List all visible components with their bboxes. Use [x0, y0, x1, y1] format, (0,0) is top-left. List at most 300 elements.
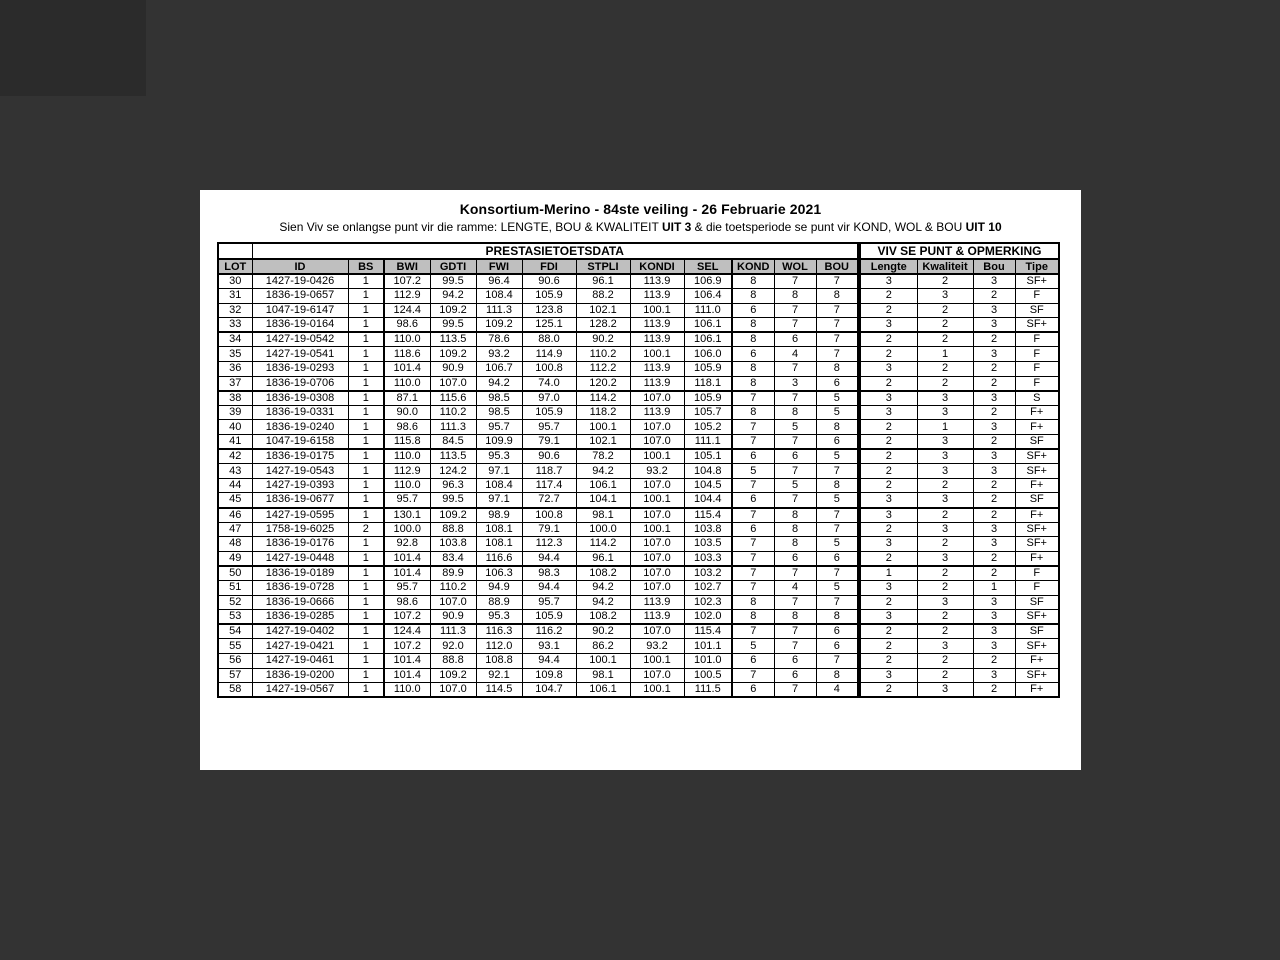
cell-gdti: 99.5	[430, 274, 476, 289]
cell-kwaliteit: 3	[917, 405, 973, 420]
table-row-lot-56	[218, 653, 1059, 668]
table-row-lot-32	[218, 303, 1059, 318]
cell-stpli: 98.1	[576, 508, 630, 523]
cell-gdti: 99.5	[430, 318, 476, 333]
cell-stpli: 94.2	[576, 580, 630, 595]
cell-bou: 7	[816, 332, 859, 347]
table-row-lot-51	[218, 580, 1059, 595]
column-header-lengte: Lengte	[859, 259, 917, 274]
cell-kond: 7	[732, 566, 774, 581]
cell-lengte: 2	[859, 420, 917, 435]
cell-lot: 31	[218, 289, 252, 304]
cell-bou: 3	[973, 668, 1015, 683]
cell-lengte: 3	[859, 274, 917, 289]
cell-bou: 7	[816, 508, 859, 523]
cell-kond: 6	[732, 303, 774, 318]
cell-fdi: 94.4	[522, 653, 576, 668]
cell-wol: 7	[774, 303, 816, 318]
corner-empty-cell	[218, 243, 252, 259]
cell-sel: 105.9	[684, 391, 732, 406]
cell-gdti: 90.9	[430, 362, 476, 377]
cell-stpli: 100.1	[576, 420, 630, 435]
cell-wol: 4	[774, 347, 816, 362]
cell-fwi: 78.6	[476, 332, 522, 347]
cell-gdti: 113.5	[430, 449, 476, 464]
cell-bwi: 92.8	[384, 537, 430, 552]
cell-bou: 6	[816, 624, 859, 639]
cell-kondi: 107.0	[630, 668, 684, 683]
page-subtitle	[200, 220, 1081, 235]
cell-gdti: 90.9	[430, 610, 476, 625]
cell-fdi: 118.7	[522, 464, 576, 479]
cell-fwi: 108.4	[476, 289, 522, 304]
auction-performance-table	[217, 242, 1060, 698]
cell-lengte: 3	[859, 508, 917, 523]
cell-tipe: F	[1015, 347, 1059, 362]
cell-kondi: 113.9	[630, 274, 684, 289]
table-row-lot-40	[218, 420, 1059, 435]
cell-bs: 1	[348, 610, 384, 625]
cell-kondi: 113.9	[630, 376, 684, 391]
cell-bou: 1	[973, 580, 1015, 595]
cell-lot: 48	[218, 537, 252, 552]
cell-id: 1836-19-0189	[252, 566, 348, 581]
cell-gdti: 107.0	[430, 595, 476, 610]
cell-bwi: 112.9	[384, 289, 430, 304]
cell-bou: 7	[816, 318, 859, 333]
cell-sel: 111.5	[684, 683, 732, 698]
cell-kondi: 107.0	[630, 420, 684, 435]
cell-wol: 6	[774, 551, 816, 566]
cell-stpli: 102.1	[576, 435, 630, 450]
cell-sel: 106.9	[684, 274, 732, 289]
cell-kondi: 113.9	[630, 332, 684, 347]
cell-id: 1836-19-0293	[252, 362, 348, 377]
cell-stpli: 118.2	[576, 405, 630, 420]
cell-id: 1836-19-0728	[252, 580, 348, 595]
cell-gdti: 110.2	[430, 405, 476, 420]
cell-stpli: 96.1	[576, 274, 630, 289]
cell-id: 1427-19-0542	[252, 332, 348, 347]
cell-lengte: 2	[859, 624, 917, 639]
cell-lot: 44	[218, 478, 252, 493]
cell-stpli: 86.2	[576, 639, 630, 654]
table-row-lot-30	[218, 274, 1059, 289]
cell-kwaliteit: 3	[917, 435, 973, 450]
table-row-lot-36	[218, 362, 1059, 377]
cell-bou: 2	[973, 289, 1015, 304]
cell-fwi: 108.8	[476, 653, 522, 668]
cell-fdi: 95.7	[522, 420, 576, 435]
cell-lot: 50	[218, 566, 252, 581]
cell-id: 1836-19-0240	[252, 420, 348, 435]
cell-stpli: 106.1	[576, 683, 630, 698]
cell-wol: 6	[774, 668, 816, 683]
table-row-lot-58	[218, 683, 1059, 698]
cell-stpli: 120.2	[576, 376, 630, 391]
cell-stpli: 88.2	[576, 289, 630, 304]
cell-bou: 7	[816, 653, 859, 668]
cell-lengte: 1	[859, 566, 917, 581]
cell-gdti: 115.6	[430, 391, 476, 406]
table-row-lot-43	[218, 464, 1059, 479]
cell-bwi: 101.4	[384, 668, 430, 683]
cell-tipe: F+	[1015, 405, 1059, 420]
cell-lengte: 2	[859, 639, 917, 654]
cell-lot: 45	[218, 493, 252, 508]
cell-kwaliteit: 3	[917, 522, 973, 537]
cell-kondi: 107.0	[630, 391, 684, 406]
cell-bwi: 101.4	[384, 362, 430, 377]
cell-bou: 3	[973, 595, 1015, 610]
cell-bou: 2	[973, 508, 1015, 523]
cell-stpli: 112.2	[576, 362, 630, 377]
page-title: Konsortium-Merino - 84ste veiling - 26 Februarie 2021	[459, 201, 822, 217]
cell-bou: 3	[973, 464, 1015, 479]
cell-kond: 6	[732, 522, 774, 537]
cell-lot: 30	[218, 274, 252, 289]
cell-stpli: 110.2	[576, 347, 630, 362]
cell-bou: 6	[816, 435, 859, 450]
cell-lot: 54	[218, 624, 252, 639]
cell-lengte: 3	[859, 610, 917, 625]
cell-lot: 37	[218, 376, 252, 391]
cell-kwaliteit: 3	[917, 551, 973, 566]
cell-bs: 1	[348, 435, 384, 450]
cell-sel: 102.3	[684, 595, 732, 610]
cell-kond: 7	[732, 391, 774, 406]
cell-fdi: 100.8	[522, 508, 576, 523]
cell-sel: 106.1	[684, 318, 732, 333]
subtitle-bold-uit10: UIT 10	[965, 220, 1002, 234]
cell-bs: 1	[348, 537, 384, 552]
table-row-lot-34	[218, 332, 1059, 347]
column-header-wol: WOL	[774, 259, 816, 274]
cell-kondi: 100.1	[630, 522, 684, 537]
cell-bou: 5	[816, 537, 859, 552]
cell-bwi: 110.0	[384, 449, 430, 464]
cell-sel: 101.1	[684, 639, 732, 654]
cell-kwaliteit: 1	[917, 347, 973, 362]
cell-gdti: 84.5	[430, 435, 476, 450]
cell-bs: 1	[348, 289, 384, 304]
cell-id: 1836-19-0285	[252, 610, 348, 625]
cell-kwaliteit: 2	[917, 303, 973, 318]
table-row-lot-31	[218, 289, 1059, 304]
cell-fdi: 114.9	[522, 347, 576, 362]
cell-fwi: 96.4	[476, 274, 522, 289]
cell-kond: 7	[732, 580, 774, 595]
table-row-lot-38	[218, 391, 1059, 406]
cell-id: 1427-19-0402	[252, 624, 348, 639]
cell-kondi: 100.1	[630, 493, 684, 508]
cell-fdi: 125.1	[522, 318, 576, 333]
cell-sel: 104.4	[684, 493, 732, 508]
cell-fdi: 105.9	[522, 289, 576, 304]
cell-gdti: 111.3	[430, 420, 476, 435]
table-row-lot-45	[218, 493, 1059, 508]
cell-fdi: 90.6	[522, 449, 576, 464]
cell-bou: 2	[973, 653, 1015, 668]
cell-stpli: 108.2	[576, 610, 630, 625]
cell-bs: 1	[348, 391, 384, 406]
cell-bou: 2	[973, 566, 1015, 581]
cell-id: 1836-19-0200	[252, 668, 348, 683]
cell-wol: 8	[774, 289, 816, 304]
cell-lengte: 2	[859, 551, 917, 566]
cell-fwi: 108.4	[476, 478, 522, 493]
cell-bou: 5	[816, 493, 859, 508]
cell-bou: 5	[816, 391, 859, 406]
cell-bwi: 107.2	[384, 639, 430, 654]
cell-kondi: 113.9	[630, 405, 684, 420]
cell-gdti: 109.2	[430, 668, 476, 683]
cell-gdti: 88.8	[430, 653, 476, 668]
cell-bwi: 101.4	[384, 566, 430, 581]
cell-lengte: 3	[859, 318, 917, 333]
cell-kond: 6	[732, 347, 774, 362]
cell-kondi: 107.0	[630, 624, 684, 639]
cell-kondi: 107.0	[630, 478, 684, 493]
cell-wol: 7	[774, 464, 816, 479]
cell-lengte: 2	[859, 464, 917, 479]
cell-bs: 1	[348, 420, 384, 435]
cell-wol: 7	[774, 493, 816, 508]
cell-wol: 7	[774, 362, 816, 377]
cell-stpli: 114.2	[576, 391, 630, 406]
cell-lengte: 3	[859, 493, 917, 508]
cell-gdti: 99.5	[430, 493, 476, 508]
cell-tipe: F+	[1015, 508, 1059, 523]
cell-bwi: 130.1	[384, 508, 430, 523]
cell-sel: 104.5	[684, 478, 732, 493]
cell-lengte: 2	[859, 522, 917, 537]
cell-bs: 1	[348, 478, 384, 493]
cell-kondi: 100.1	[630, 653, 684, 668]
cell-lot: 32	[218, 303, 252, 318]
cell-wol: 8	[774, 405, 816, 420]
column-header-row	[218, 259, 1059, 274]
cell-bou: 2	[973, 683, 1015, 698]
cell-kondi: 107.0	[630, 508, 684, 523]
cell-wol: 8	[774, 610, 816, 625]
cell-bs: 1	[348, 566, 384, 581]
cell-wol: 7	[774, 595, 816, 610]
cell-gdti: 94.2	[430, 289, 476, 304]
cell-fwi: 98.5	[476, 391, 522, 406]
cell-bou: 3	[973, 274, 1015, 289]
cell-gdti: 110.2	[430, 580, 476, 595]
cell-sel: 111.0	[684, 303, 732, 318]
cell-bs: 1	[348, 347, 384, 362]
cell-wol: 7	[774, 391, 816, 406]
cell-stpli: 100.1	[576, 653, 630, 668]
cell-fdi: 105.9	[522, 405, 576, 420]
cell-id: 1427-19-0541	[252, 347, 348, 362]
cell-fwi: 106.7	[476, 362, 522, 377]
cell-wol: 4	[774, 580, 816, 595]
cell-id: 1758-19-6025	[252, 522, 348, 537]
cell-kond: 5	[732, 639, 774, 654]
cell-lot: 40	[218, 420, 252, 435]
cell-bou: 3	[973, 639, 1015, 654]
cell-bou: 7	[816, 303, 859, 318]
cell-stpli: 90.2	[576, 332, 630, 347]
cell-bwi: 110.0	[384, 376, 430, 391]
cell-bs: 1	[348, 303, 384, 318]
cell-tipe: SF	[1015, 493, 1059, 508]
cell-tipe: SF+	[1015, 639, 1059, 654]
cell-stpli: 78.2	[576, 449, 630, 464]
cell-bwi: 110.0	[384, 683, 430, 698]
column-header-kond: KOND	[732, 259, 774, 274]
cell-gdti: 124.2	[430, 464, 476, 479]
cell-fwi: 88.9	[476, 595, 522, 610]
cell-bwi: 115.8	[384, 435, 430, 450]
cell-kondi: 100.1	[630, 303, 684, 318]
cell-fdi: 95.7	[522, 595, 576, 610]
cell-bou: 6	[816, 376, 859, 391]
cell-sel: 103.3	[684, 551, 732, 566]
cell-bou: 7	[816, 464, 859, 479]
cell-tipe: F+	[1015, 683, 1059, 698]
cell-lengte: 2	[859, 595, 917, 610]
cell-kond: 5	[732, 464, 774, 479]
cell-bs: 1	[348, 624, 384, 639]
cell-gdti: 111.3	[430, 624, 476, 639]
cell-bou: 8	[816, 610, 859, 625]
cell-kond: 7	[732, 420, 774, 435]
cell-tipe: F+	[1015, 478, 1059, 493]
cell-id: 1836-19-0308	[252, 391, 348, 406]
cell-fwi: 108.1	[476, 537, 522, 552]
cell-kwaliteit: 2	[917, 610, 973, 625]
cell-tipe: SF+	[1015, 537, 1059, 552]
cell-sel: 106.1	[684, 332, 732, 347]
cell-bou: 2	[973, 478, 1015, 493]
cell-bwi: 118.6	[384, 347, 430, 362]
cell-sel: 105.9	[684, 362, 732, 377]
table-row-lot-42	[218, 449, 1059, 464]
cell-kond: 6	[732, 449, 774, 464]
cell-wol: 5	[774, 420, 816, 435]
cell-sel: 100.5	[684, 668, 732, 683]
cell-tipe: SF+	[1015, 610, 1059, 625]
cell-stpli: 104.1	[576, 493, 630, 508]
cell-tipe: SF	[1015, 595, 1059, 610]
column-header-bou: Bou	[973, 259, 1015, 274]
cell-wol: 8	[774, 522, 816, 537]
cell-kondi: 107.0	[630, 551, 684, 566]
table-row-lot-41	[218, 435, 1059, 450]
column-header-bs: BS	[348, 259, 384, 274]
cell-bou: 8	[816, 478, 859, 493]
cell-lot: 35	[218, 347, 252, 362]
cell-fwi: 116.6	[476, 551, 522, 566]
cell-lot: 57	[218, 668, 252, 683]
cell-bou: 2	[973, 362, 1015, 377]
cell-kond: 7	[732, 435, 774, 450]
cell-wol: 7	[774, 639, 816, 654]
cell-id: 1047-19-6147	[252, 303, 348, 318]
cell-kond: 6	[732, 683, 774, 698]
cell-id: 1427-19-0543	[252, 464, 348, 479]
cell-bou: 3	[973, 610, 1015, 625]
cell-lot: 46	[218, 508, 252, 523]
column-header-kwaliteit: Kwaliteit	[917, 259, 973, 274]
cell-tipe: SF	[1015, 624, 1059, 639]
cell-stpli: 94.2	[576, 595, 630, 610]
cell-fwi: 95.3	[476, 449, 522, 464]
cell-bs: 1	[348, 683, 384, 698]
cell-kond: 7	[732, 668, 774, 683]
cell-sel: 103.8	[684, 522, 732, 537]
cell-lot: 56	[218, 653, 252, 668]
cell-fdi: 123.8	[522, 303, 576, 318]
cell-bou: 8	[816, 420, 859, 435]
cell-bs: 1	[348, 362, 384, 377]
cell-tipe: SF+	[1015, 522, 1059, 537]
cell-tipe: F	[1015, 332, 1059, 347]
cell-gdti: 92.0	[430, 639, 476, 654]
cell-stpli: 96.1	[576, 551, 630, 566]
cell-wol: 6	[774, 653, 816, 668]
cell-wol: 6	[774, 332, 816, 347]
cell-bou: 2	[973, 493, 1015, 508]
cell-wol: 7	[774, 624, 816, 639]
cell-kwaliteit: 3	[917, 464, 973, 479]
cell-wol: 8	[774, 508, 816, 523]
cell-stpli: 102.1	[576, 303, 630, 318]
cell-bou: 3	[973, 522, 1015, 537]
cell-tipe: F	[1015, 566, 1059, 581]
cell-kwaliteit: 2	[917, 508, 973, 523]
cell-bwi: 124.4	[384, 303, 430, 318]
cell-fdi: 79.1	[522, 522, 576, 537]
cell-bwi: 87.1	[384, 391, 430, 406]
cell-wol: 7	[774, 435, 816, 450]
cell-bou: 2	[973, 405, 1015, 420]
cell-kond: 8	[732, 289, 774, 304]
table-row-lot-50	[218, 566, 1059, 581]
cell-fwi: 97.1	[476, 464, 522, 479]
cell-bou: 3	[973, 420, 1015, 435]
table-row-lot-33	[218, 318, 1059, 333]
cell-tipe: F+	[1015, 551, 1059, 566]
cell-kwaliteit: 3	[917, 391, 973, 406]
cell-stpli: 114.2	[576, 537, 630, 552]
cell-id: 1836-19-0706	[252, 376, 348, 391]
cell-kondi: 113.9	[630, 362, 684, 377]
cell-fdi: 94.4	[522, 580, 576, 595]
cell-tipe: SF	[1015, 435, 1059, 450]
table-row-lot-47	[218, 522, 1059, 537]
cell-lengte: 2	[859, 303, 917, 318]
cell-sel: 118.1	[684, 376, 732, 391]
column-header-tipe: Tipe	[1015, 259, 1059, 274]
cell-bwi: 110.0	[384, 332, 430, 347]
table-row-lot-52	[218, 595, 1059, 610]
cell-fwi: 109.9	[476, 435, 522, 450]
cell-lot: 41	[218, 435, 252, 450]
cell-id: 1427-19-0393	[252, 478, 348, 493]
cell-kond: 8	[732, 274, 774, 289]
cell-stpli: 90.2	[576, 624, 630, 639]
cell-bs: 2	[348, 522, 384, 537]
column-header-lot: LOT	[218, 259, 252, 274]
cell-id: 1427-19-0461	[252, 653, 348, 668]
section-header-prestasietoetsdata: PRESTASIETOETSDATA	[252, 243, 859, 259]
